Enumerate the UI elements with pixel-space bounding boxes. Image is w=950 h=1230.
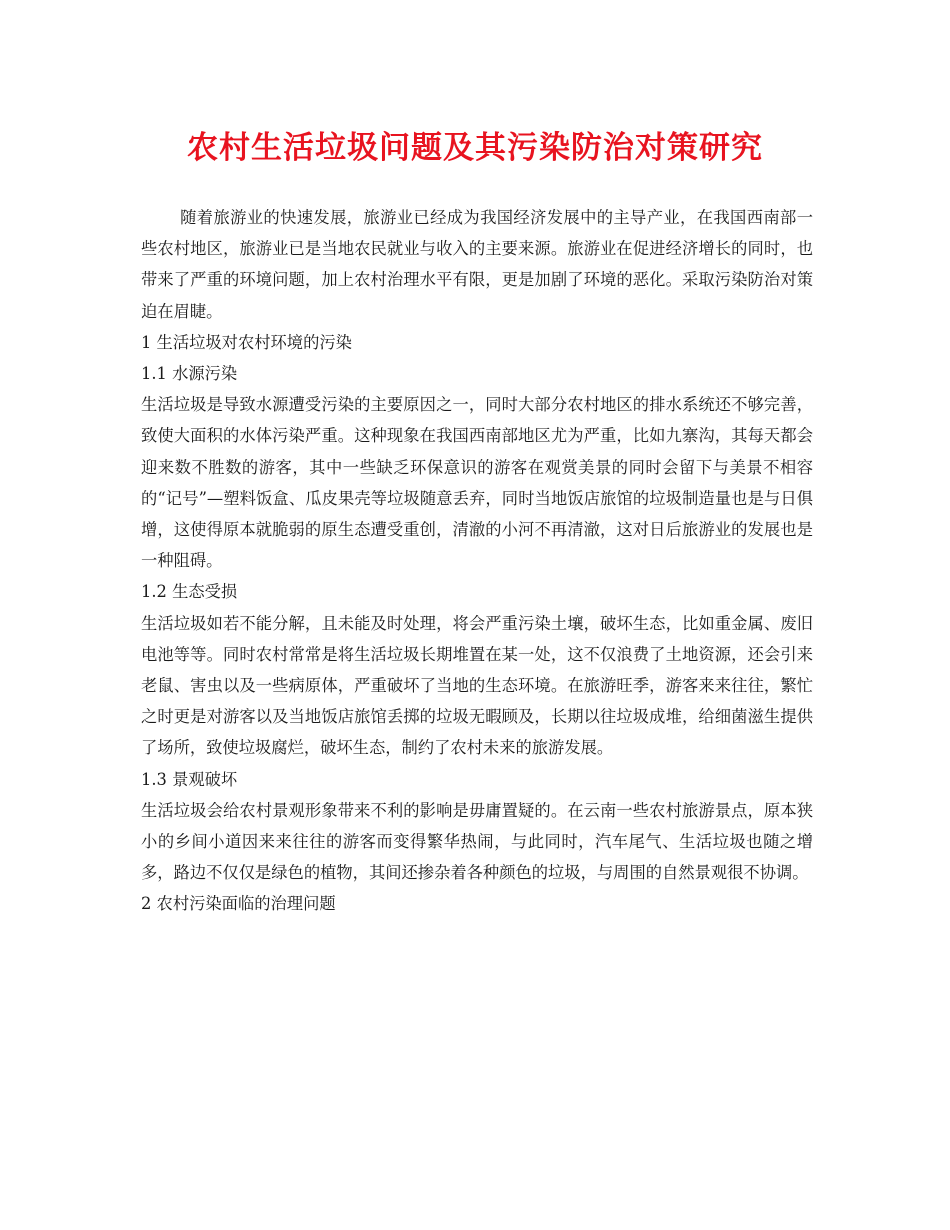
document-body bbox=[141, 202, 813, 920]
intro-paragraph: 随着旅游业的快速发展，旅游业已经成为我国经济发展中的主导产业，在我国西南部一些农村地区，旅游业已是当地农民就业与收入的主要来源。旅游业在促进经济增长的同时，也带来了严重的环境问题，加上农村治理水平有限，更是加剧了环境的恶化。采取污染防治对策迫在眉睫。 bbox=[141, 208, 813, 321]
section-1-3-heading: 1.3 景观破坏 bbox=[141, 769, 238, 789]
section-1-1-heading: 1.1 水源污染 bbox=[141, 364, 238, 384]
document-title: 农村生活垃圾问题及其污染防治对策研究 bbox=[187, 130, 763, 166]
section-1-2-paragraph: 生活垃圾如若不能分解，且未能及时处理，将会严重污染土壤，破坏生态，比如重金属、废旧电池等等。同时农村常常是将生活垃圾长期堆置在某一处，这不仅浪费了土地资源，还会引来老鼠、害虫以及一些病原体，严重破坏了当地的生态环境。在旅游旺季，游客来来往往，繁忙之时更是对游客以及当地饭店旅馆丢掷的垃圾无暇顾及，长期以往垃圾成堆，给细菌滋生提供了场所，致使垃圾腐烂，破坏生态，制约了农村未来的旅游发展。 bbox=[141, 613, 813, 758]
section-1-1-paragraph: 生活垃圾是导致水源遭受污染的主要原因之一，同时大部分农村地区的排水系统还不够完善，致使大面积的水体污染严重。这种现象在我国西南部地区尤为严重，比如九寨沟，其每天都会迎来数不胜数的游客，其中一些缺乏环保意识的游客在观赏美景的同时会留下与美景不相容的“记号”—塑料饭盒、瓜皮果壳等垃圾随意丢弃，同时当地饭店旅馆的垃圾制造量也是与日俱增，这使得原本就脆弱的原生态遭受重创，清澈的小河不再清澈，这对日后旅游业的发展也是一种阻碍。 bbox=[141, 395, 813, 571]
section-1-heading: 1 生活垃圾对农村环境的污染 bbox=[141, 332, 352, 352]
section-1-2-heading: 1.2 生态受损 bbox=[141, 582, 238, 602]
section-1-3-paragraph: 生活垃圾会给农村景观形象带来不利的影响是毋庸置疑的。在云南一些农村旅游景点，原本狭小的乡间小道因来来往往的游客而变得繁华热闹，与此同时，汽车尾气、生活垃圾也随之增多，路边不仅仅是绿色的植物，其间还掺杂着各种颜色的垃圾，与周围的自然景观很不协调。 bbox=[141, 800, 813, 883]
section-2-heading: 2 农村污染面临的治理问题 bbox=[141, 894, 336, 914]
